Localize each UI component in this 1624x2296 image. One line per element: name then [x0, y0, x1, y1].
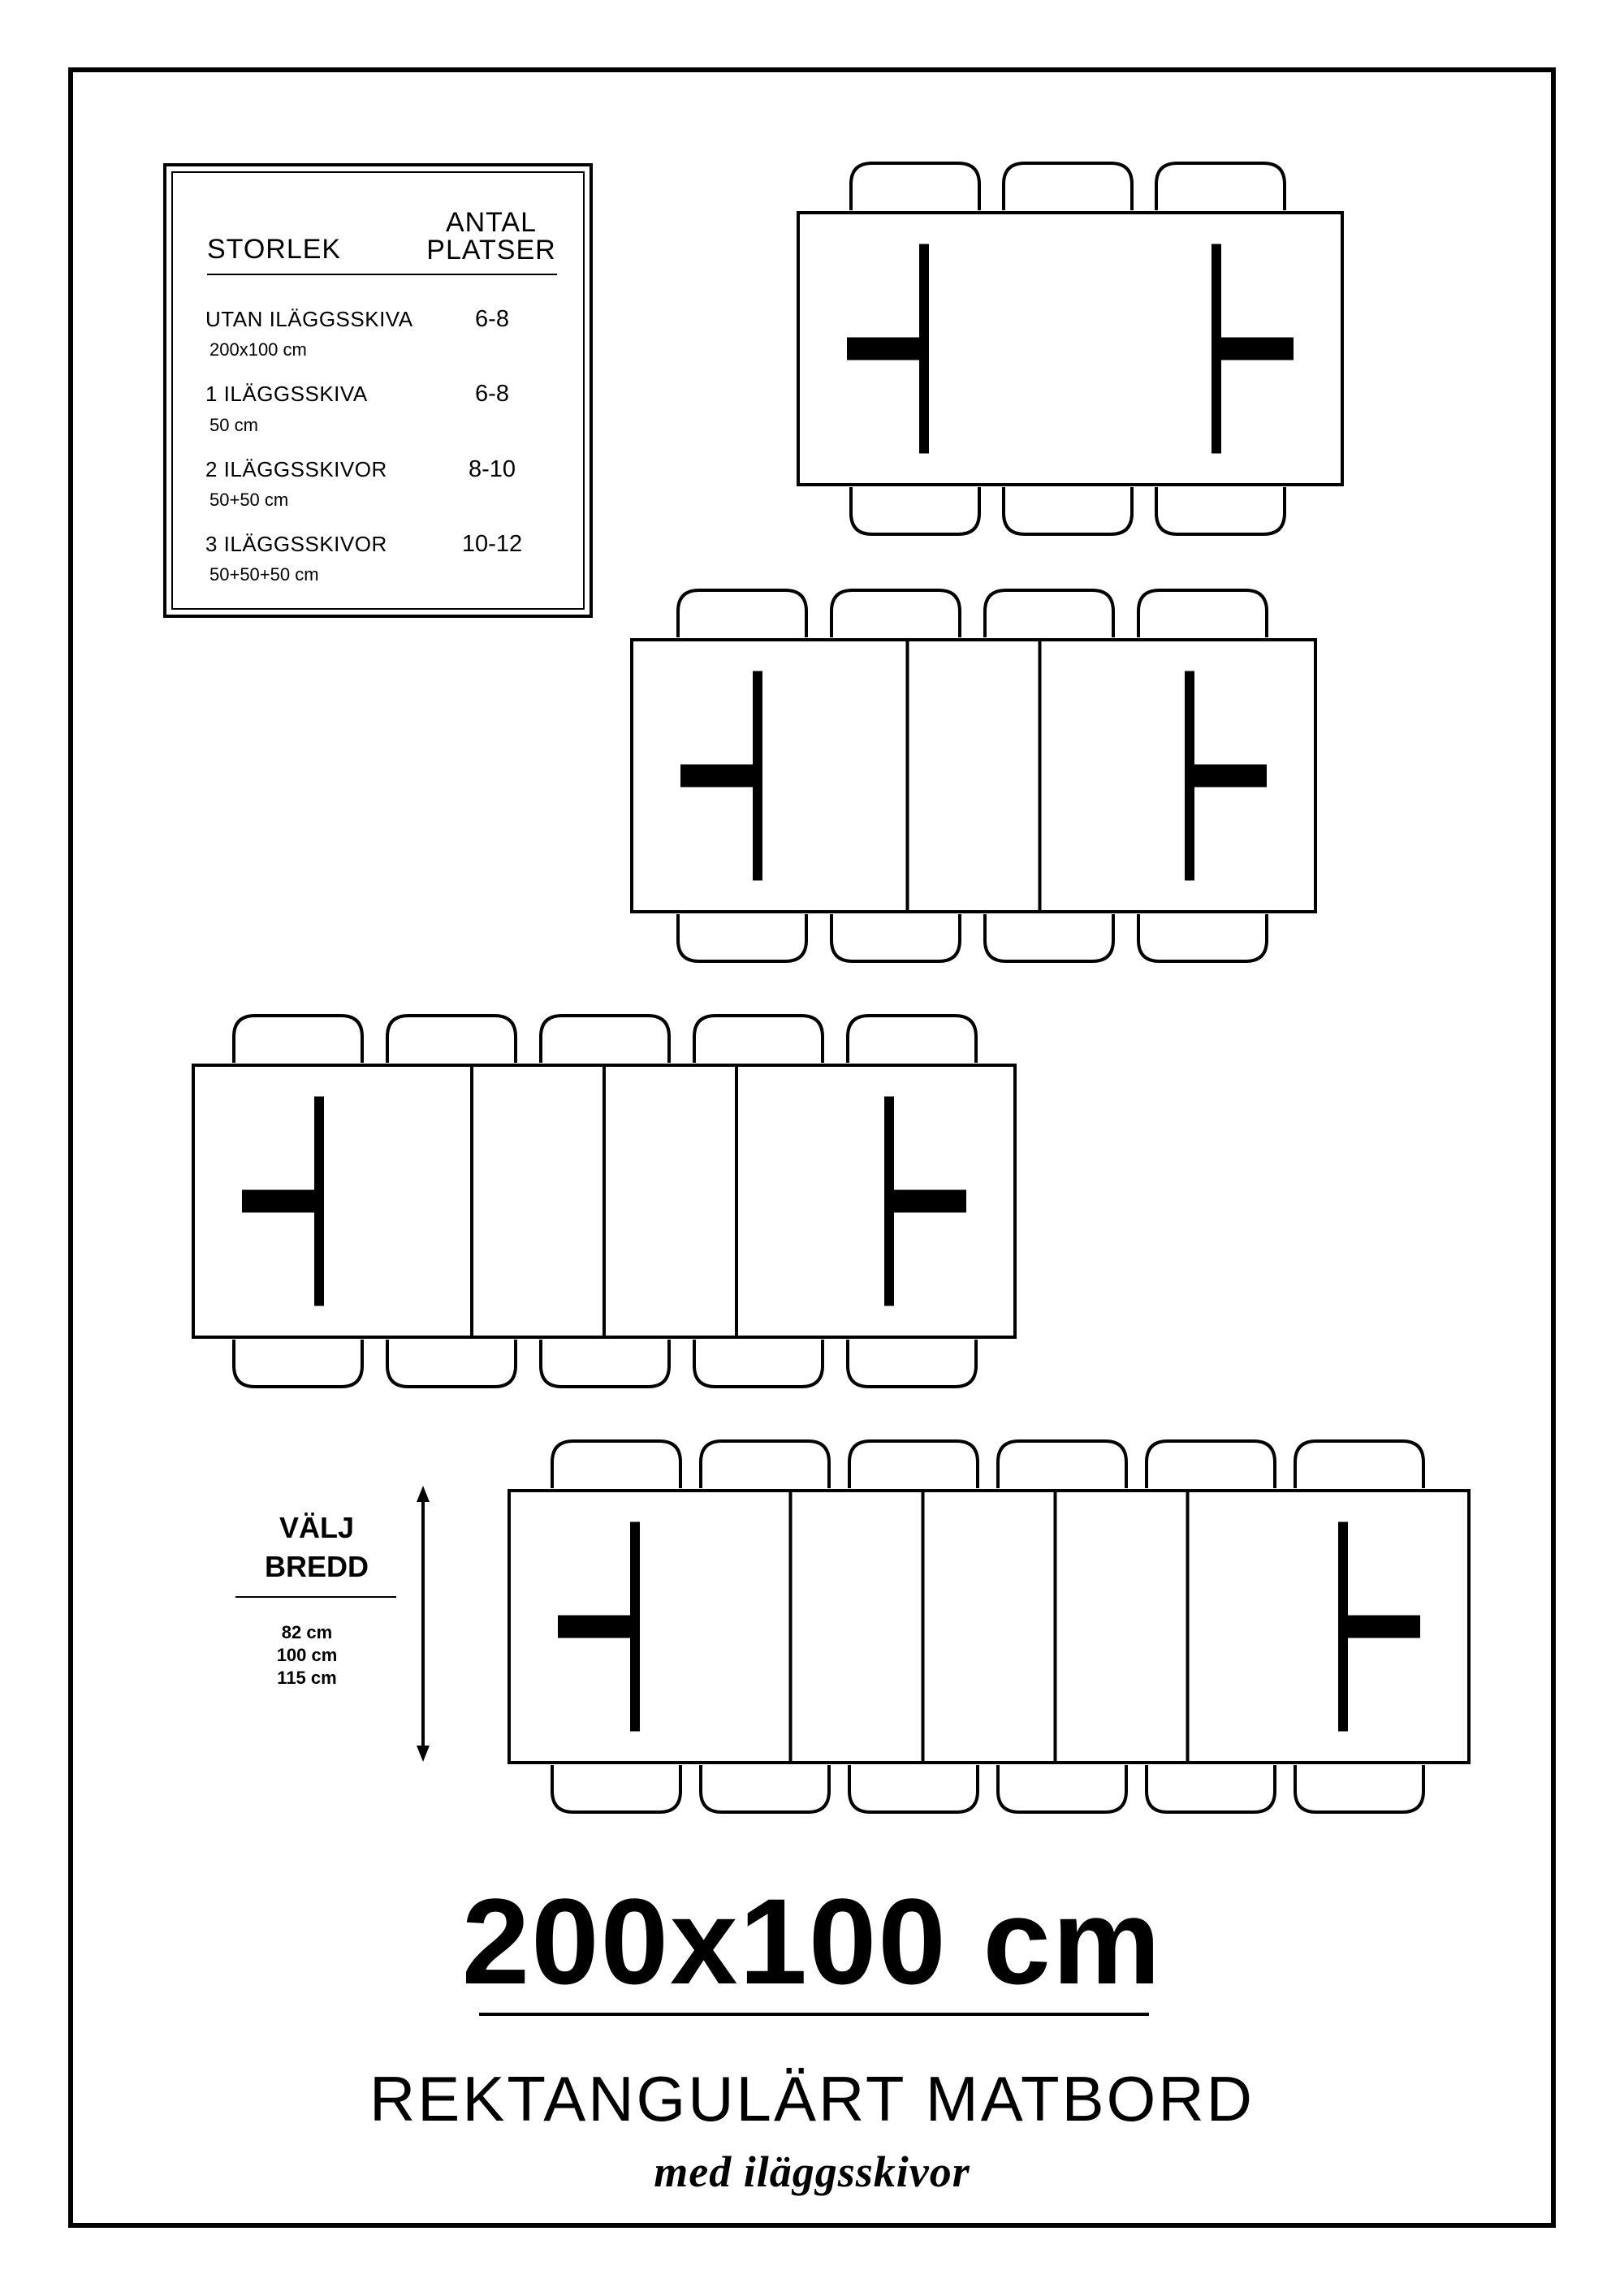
leg-right-arm: [1216, 338, 1294, 360]
chair-bottom: [1295, 1765, 1423, 1812]
chair-bottom: [552, 1765, 680, 1812]
legend-row-seats: 6-8: [475, 306, 509, 332]
main-title: 200x100 cm: [461, 1873, 1163, 2009]
chair-top: [848, 1016, 976, 1063]
chair-top: [998, 1441, 1126, 1488]
legend-row-name: UTAN ILÄGGSSKIVA: [205, 307, 413, 331]
width-option: 82 cm: [281, 1622, 333, 1642]
leg-left-arm: [558, 1616, 635, 1638]
chair-bottom: [848, 1340, 976, 1387]
leg-left-arm: [847, 338, 924, 360]
chair-bottom: [1147, 1765, 1275, 1812]
chair-top: [1004, 163, 1132, 210]
table-diagram-3-leaves: [509, 1441, 1469, 1812]
leg-right-arm: [889, 1190, 966, 1213]
width-selector-title-line1: VÄLJ: [279, 1511, 355, 1544]
chair-top: [831, 590, 960, 637]
chair-top: [1156, 163, 1285, 210]
chair-bottom: [1156, 487, 1285, 534]
leg-left-arm: [680, 765, 758, 788]
table-diagram-2-leaves: [193, 1016, 1015, 1387]
legend-row-seats: 6-8: [475, 381, 509, 407]
chair-top: [1138, 590, 1267, 637]
chair-bottom: [851, 487, 979, 534]
legend-header-seats-line2: PLATSER: [426, 235, 556, 265]
legend-box: [165, 165, 591, 616]
legend-row-dimension: 200x100 cm: [209, 339, 307, 360]
chair-bottom: [985, 914, 1113, 961]
legend-row-name: 3 ILÄGGSSKIVOR: [205, 532, 387, 556]
chair-bottom: [678, 914, 806, 961]
chair-top: [851, 163, 979, 210]
width-selector-title-line2: BREDD: [264, 1550, 369, 1583]
chair-bottom: [701, 1765, 829, 1812]
chair-top: [234, 1016, 362, 1063]
chair-top: [387, 1016, 516, 1063]
chair-top: [701, 1441, 829, 1488]
legend-row-seats: 10-12: [461, 531, 523, 557]
chair-top: [985, 590, 1113, 637]
leg-right-arm: [1190, 765, 1267, 788]
chair-bottom: [998, 1765, 1126, 1812]
width-option: 115 cm: [277, 1668, 337, 1688]
chair-top: [849, 1441, 978, 1488]
legend-row-name: 2 ILÄGGSSKIVOR: [205, 457, 387, 481]
table-diagrams: [193, 163, 1469, 1812]
table-top: [509, 1491, 1469, 1763]
chair-bottom: [1004, 487, 1132, 534]
width-double-arrow: [417, 1486, 430, 1762]
width-option: 100 cm: [276, 1645, 338, 1665]
width-selector: [235, 1486, 430, 1762]
chair-bottom: [387, 1340, 516, 1387]
chair-bottom: [694, 1340, 823, 1387]
chair-top: [678, 590, 806, 637]
tagline: med iläggsskivor: [654, 2147, 970, 2196]
chair-top: [1295, 1441, 1423, 1488]
chair-top: [541, 1016, 669, 1063]
legend-row-dimension: 50+50 cm: [209, 490, 289, 510]
subtitle: REKTANGULÄRT MATBORD: [369, 2063, 1255, 2134]
leg-right-arm: [1343, 1616, 1420, 1638]
legend-row-dimension: 50 cm: [209, 415, 258, 435]
chair-top: [694, 1016, 823, 1063]
chair-top: [552, 1441, 680, 1488]
chair-bottom: [234, 1340, 362, 1387]
table-diagram-1-leaves: [632, 590, 1315, 961]
table-diagram-0-leaves: [798, 163, 1342, 534]
chair-bottom: [849, 1765, 978, 1812]
legend-row-dimension: 50+50+50 cm: [209, 564, 319, 585]
legend-row-seats: 8-10: [468, 456, 516, 482]
chair-bottom: [541, 1340, 669, 1387]
legend-header-size: STORLEK: [207, 234, 342, 265]
leg-left-arm: [242, 1190, 319, 1213]
chair-bottom: [831, 914, 960, 961]
chair-top: [1147, 1441, 1275, 1488]
legend-row-name: 1 ILÄGGSSKIVA: [205, 382, 368, 406]
chair-bottom: [1138, 914, 1267, 961]
legend-header-seats-line1: ANTAL: [445, 207, 538, 238]
